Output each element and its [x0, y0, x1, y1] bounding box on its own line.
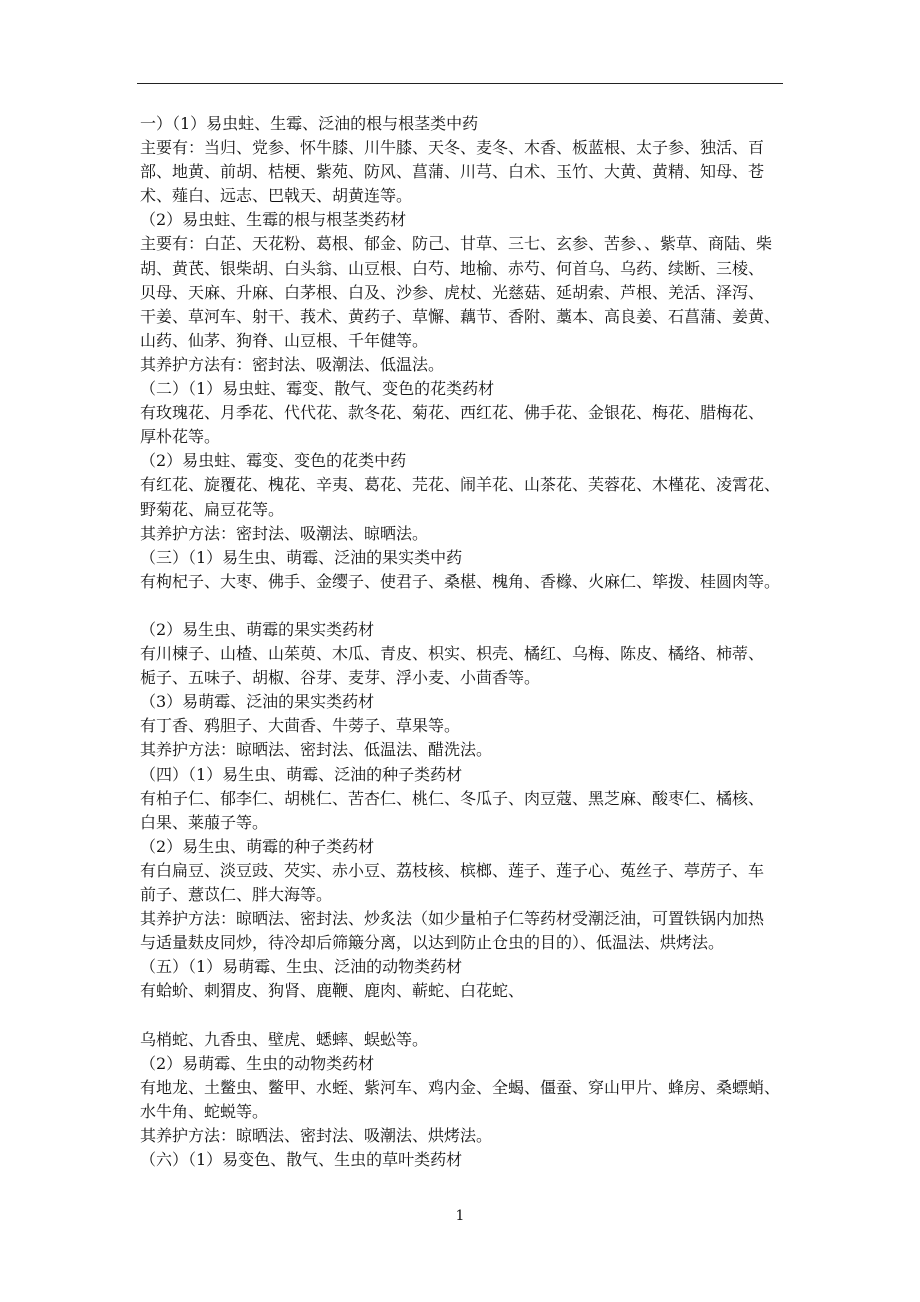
text-line: 乌梢蛇、九香虫、壁虎、蟋蟀、蜈蚣等。 — [140, 1029, 429, 1049]
text-line: 前子、薏苡仁、胖大海等。 — [140, 885, 333, 904]
text-line: 野菊花、扁豆花等。 — [140, 499, 285, 519]
text-line: 其养护方法有：密封法、吸潮法、低温法。 — [140, 354, 445, 374]
text-line: （2）易生虫、萌霉的种子类药材 — [140, 836, 375, 856]
text-line: 与适量麸皮同炒，待冷却后筛簸分离，以达到防止仓虫的目的）、低温法、烘烤法。 — [140, 933, 725, 953]
text-line: （2）易虫蛀、生霉的根与根茎类药材 — [140, 210, 407, 230]
text-line: 有柏子仁、郁李仁、胡桃仁、苦杏仁、桃仁、冬瓜子、肉豆蔻、黑芝麻、酸枣仁、橘核、 — [140, 788, 765, 808]
text-line: （四）（1）易生虫、萌霉、泛油的种子类药材 — [140, 764, 463, 784]
text-line: 山药、仙茅、狗脊、山豆根、千年健等。 — [140, 330, 429, 350]
text-line: 主要有：当归、党参、怀牛膝、川牛膝、天冬、麦冬、木香、板蓝根、太子参、独活、百 — [140, 138, 765, 158]
text-line: 有枸杞子、大枣、佛手、金缨子、使君子、桑椹、槐角、香橼、火麻仁、筚拨、桂圆肉等。 — [140, 571, 781, 591]
text-line: 白果、莱菔子等。 — [140, 812, 269, 832]
text-line: 有地龙、土鳖虫、鳖甲、水蛭、紫河车、鸡内金、全蝎、僵蚕、穿山甲片、蜂房、桑螵蛸、 — [140, 1077, 781, 1097]
text-line: 厚朴花等。 — [140, 427, 221, 447]
text-line: 有红花、旋覆花、槐花、辛夷、葛花、芫花、闹羊花、山茶花、芙蓉花、木槿花、凌霄花、 — [140, 475, 781, 495]
text-line: 有川楝子、山楂、山茱萸、木瓜、青皮、枳实、枳壳、橘红、乌梅、陈皮、橘络、柿蒂、 — [140, 644, 765, 664]
text-line: 其养护方法：晾晒法、密封法、低温法、醋洗法。 — [140, 740, 493, 760]
text-line: 一）（1）易虫蛀、生霉、泛油的根与根茎类中药 — [140, 114, 479, 133]
text-line: 有丁香、鸦胆子、大茴香、牛蒡子、草果等。 — [140, 716, 461, 736]
blank-line — [140, 1003, 790, 1027]
text-line: 有蛤蚧、刺猬皮、狗肾、鹿鞭、鹿肉、蕲蛇、白花蛇、 — [140, 981, 525, 1001]
page-number: 1 — [455, 1208, 465, 1224]
text-line: 部、地黄、前胡、桔梗、紫苑、防风、菖蒲、川芎、白术、玉竹、大黄、黄精、知母、苍 — [140, 162, 765, 182]
text-line: （2）易生虫、萌霉的果实类药材 — [140, 619, 375, 639]
text-line: （3）易萌霉、泛油的果实类药材 — [140, 692, 375, 712]
text-line: 主要有：白芷、天花粉、葛根、郁金、防己、甘草、三七、玄参、苦参、、紫草、商陆、柴 — [140, 234, 773, 254]
text-line: 胡、黄芪、银柴胡、白头翁、山豆根、白芍、地榆、赤芍、何首乌、乌药、续断、三棱、 — [140, 258, 765, 278]
text-line: 贝母、天麻、升麻、白茅根、白及、沙参、虎杖、光慈菇、延胡索、芦根、羌活、泽泻、 — [140, 282, 765, 302]
text-line: 术、薤白、远志、巴戟天、胡黄连等。 — [140, 186, 413, 206]
text-line: 其养护方法：密封法、吸潮法、晾晒法。 — [140, 523, 429, 543]
document-body — [140, 112, 790, 1172]
text-line: （2）易虫蛀、霉变、变色的花类中药 — [140, 451, 407, 471]
text-line: （2）易萌霉、生虫的动物类药材 — [140, 1053, 375, 1073]
text-line: （六）（1）易变色、散气、生虫的草叶类药材 — [140, 1150, 463, 1170]
text-line: 有玫瑰花、月季花、代代花、款冬花、菊花、西红花、佛手花、金银花、梅花、腊梅花、 — [140, 403, 765, 423]
text-line: 其养护方法：晾晒法、密封法、吸潮法、烘烤法。 — [140, 1125, 493, 1145]
text-line: （二）（1）易虫蛀、霉变、散气、变色的花类药材 — [140, 379, 495, 399]
text-line: 水牛角、蛇蜕等。 — [140, 1101, 269, 1121]
header-rule — [137, 83, 783, 84]
text-line: （五）（1）易萌霉、生虫、泛油的动物类药材 — [140, 957, 463, 977]
blank-line — [140, 594, 790, 618]
text-line: 其养护方法：晾晒法、密封法、炒炙法（如少量柏子仁等药材受潮泛油，可置铁锅内加热 — [140, 909, 765, 929]
text-line: 干姜、草河车、射干、莪术、黄药子、草懈、藕节、香附、藁本、高良姜、石菖蒲、姜黄、 — [140, 306, 781, 326]
text-line: （三）（1）易生虫、萌霉、泛油的果实类中药 — [140, 547, 463, 567]
text-line: 有白扁豆、淡豆豉、芡实、赤小豆、荔枝核、槟榔、莲子、莲子心、菟丝子、葶苈子、车 — [140, 860, 765, 880]
text-line: 栀子、五味子、胡椒、谷芽、麦芽、浮小麦、小茴香等。 — [140, 668, 541, 688]
